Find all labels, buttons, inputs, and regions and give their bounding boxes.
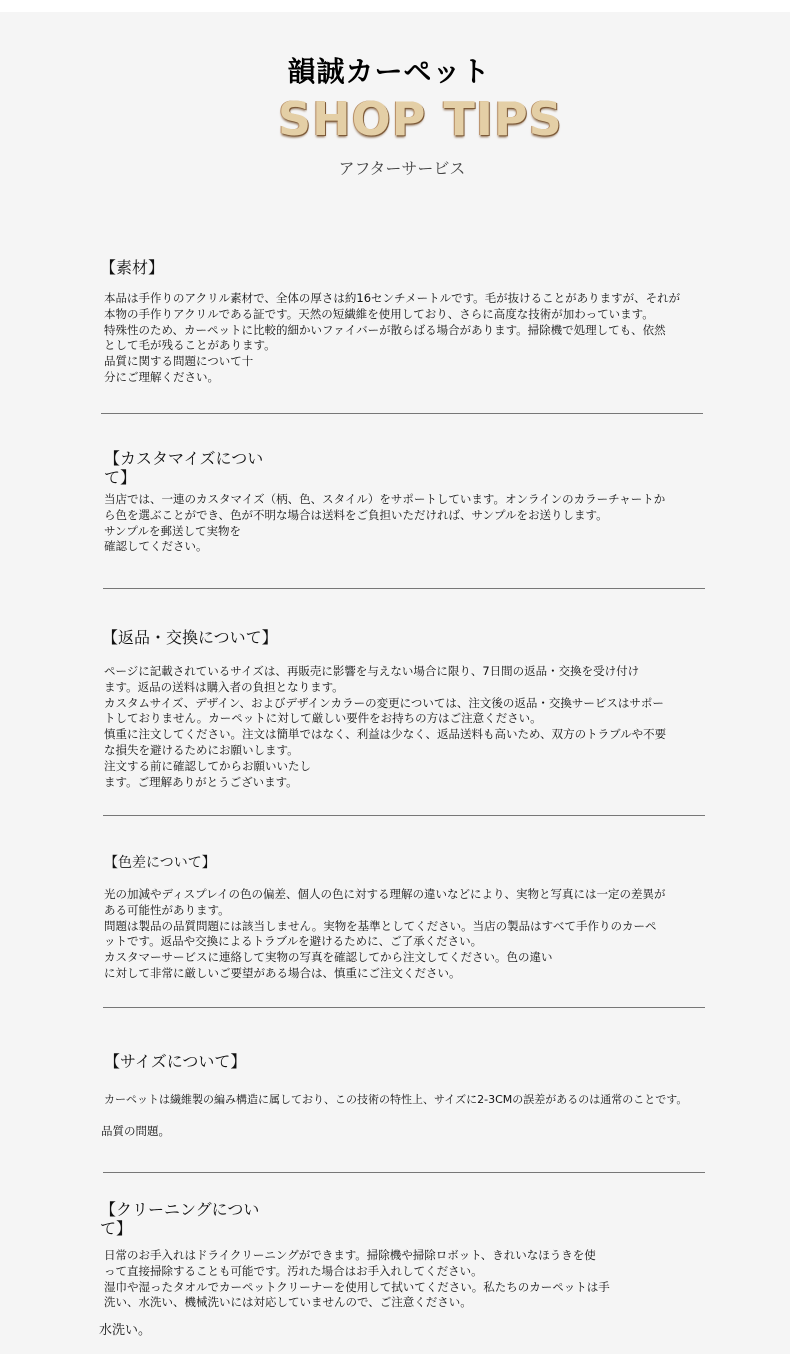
body-line: サンプルを郵送して実物を [104, 523, 241, 538]
body-line: ら色を選ぶことができ、色が不明な場合は送料をご負担いただければ、サンプルをお送りします。 [104, 507, 608, 522]
section-body [104, 1248, 704, 1311]
body-line: な損失を避けるためにお願いします。 [104, 742, 299, 757]
shop-tips-logo: SHOP TIPS [278, 92, 563, 146]
body-line: 慎重に注文してください。注文は簡単ではなく、利益は少なく、返品送料も高いため、双方のトラブルや不要 [104, 727, 667, 742]
body-line: 特殊性のため、カーペットに比較的細かいファイバーが散らばる場合があります。掃除機で処理しても、依然 [104, 322, 666, 337]
section-title: 【色差について】 [104, 855, 216, 871]
body-line: ットです。返品や交換によるトラブルを避けるために、ご了承ください。 [104, 934, 483, 949]
body-line: って直接掃除することも可能です。汚れた場合はお手入れしてください。 [104, 1263, 483, 1278]
section-body [104, 664, 724, 790]
shop-name: 韻誠カーペット [287, 55, 491, 88]
section-title: 【返品・交換について】 [102, 628, 278, 647]
body-line: 光の加減やディスプレイの色の偏差、個人の色に対する理解の違いなどにより、実物と写真には一定の差異が [104, 887, 666, 901]
section-divider [103, 1007, 705, 1008]
body-line: 日常のお手入れはドライクリーニングができます。掃除機や掃除ロボット、きれいなほうきを使 [104, 1248, 596, 1262]
body-line: 注文する前に確認してからお願いいたし [104, 758, 311, 773]
body-line: 本物の手作りアクリルである証です。天然の短繊維を使用しており、さらに高度な技術が加わっています。 [104, 306, 654, 321]
section-title: 【クリーニングについて】 [100, 1200, 260, 1239]
body-line: ます。ご理解ありがとうございます。 [104, 774, 298, 789]
body-line: 当店では、一連のカスタマイズ（柄、色、スタイル）をサポートしています。オンラインのカラーチャートか [104, 492, 666, 506]
section-body [104, 887, 724, 982]
body-line: カーペットは繊維製の編み構造に属しており、この技術の特性上、サイズに2-3CMの誤差があるのは通常のことです。 [104, 1093, 688, 1106]
body-line: ある可能性があります。 [104, 902, 230, 917]
section-body [101, 1124, 401, 1140]
body-line: 水洗い。 [99, 1323, 152, 1338]
section-body [104, 291, 724, 386]
body-line: 確認してください。 [104, 539, 208, 554]
body-line: 品質に関する問題について十 [104, 354, 254, 369]
section-divider [103, 815, 705, 816]
section-divider [103, 1172, 705, 1173]
body-line: 問題は製品の品質問題には該当しません。実物を基準としてください。当店の製品はすべて手作りのカーペ [104, 918, 657, 933]
body-line: ページに記載されているサイズは、再販売に影響を与えない場合に限り、7日間の返品・交換を受け付け [104, 664, 640, 678]
body-line: 本品は手作りのアクリル素材で、全体の厚さは約16センチメートルです。毛が抜けることがありますが、それが [104, 291, 681, 305]
page-subtitle: アフターサービス [338, 159, 466, 178]
body-line: トしておりません。カーペットに対して厳しい要件をお持ちの方はご注意ください。 [104, 711, 542, 726]
section-body [104, 1092, 744, 1108]
body-line: カスタムサイズ、デザイン、およびデザインカラーの変更については、注文後の返品・交換サービスはサポー [104, 695, 664, 710]
body-line: 品質の問題。 [101, 1124, 170, 1138]
body-line: 分にご理解ください。 [104, 369, 219, 384]
body-line: カスタマーサービスに連絡して実物の写真を確認してから注文してください。色の違い [104, 950, 553, 965]
body-line: として毛が残ることがあります。 [104, 338, 276, 353]
body-line: 洗い、水洗い、機械洗いには対応していませんので、ご注意ください。 [104, 1295, 472, 1310]
body-line: に対して非常に厳しいご要望がある場合は、慎重にご注文ください。 [104, 965, 461, 980]
section-divider [101, 413, 703, 414]
section-body [104, 492, 724, 555]
section-divider [103, 588, 705, 589]
section-body [99, 1323, 151, 1339]
section-title: 【カスタマイズについて】 [104, 449, 264, 488]
section-title: 【サイズについて】 [104, 1052, 247, 1071]
top-strip [0, 0, 790, 12]
body-line: 湿巾や湿ったタオルでカーペットクリーナーを使用して拭いてください。私たちのカーペットは手 [104, 1279, 610, 1294]
body-line: ます。返品の送料は購入者の負担となります。 [104, 679, 344, 694]
section-title: 【素材】 [100, 258, 165, 277]
